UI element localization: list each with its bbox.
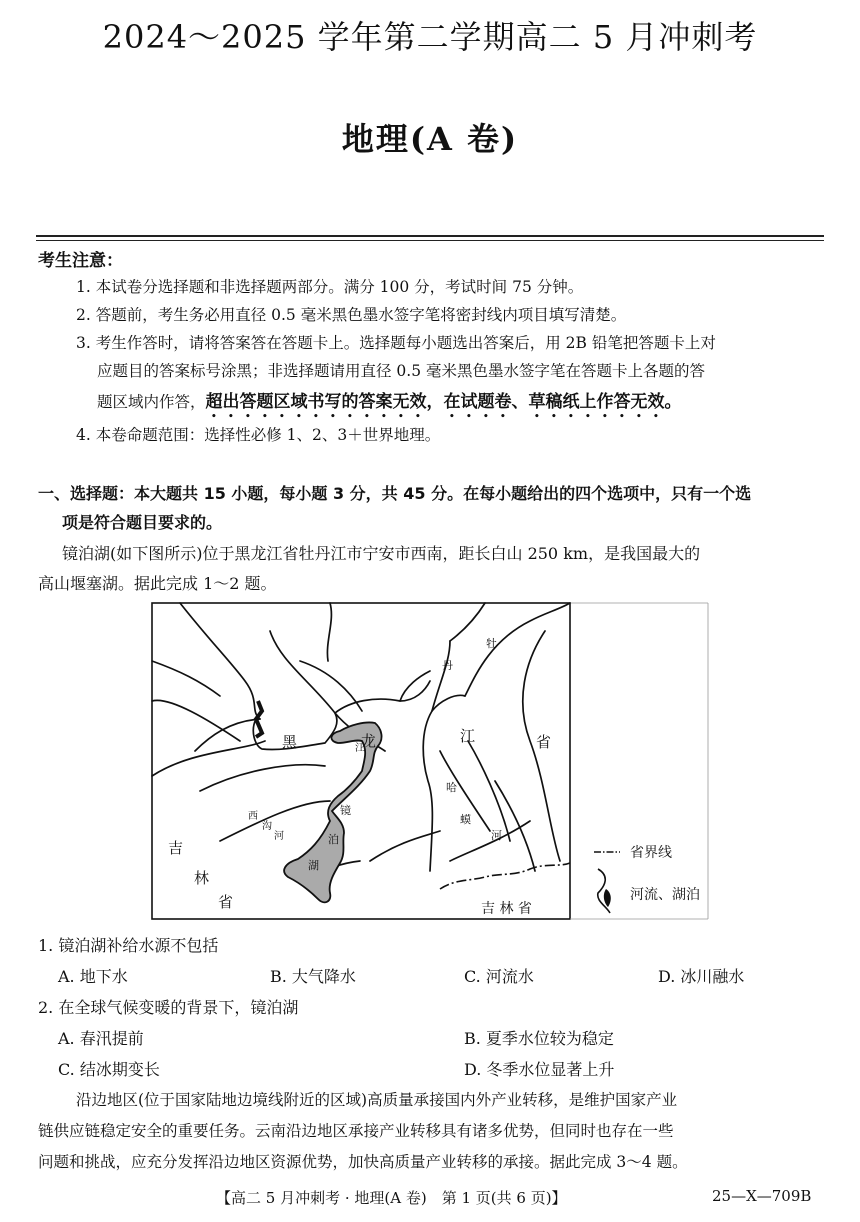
- map-label-jilin-bottom: 吉 林 省: [481, 901, 532, 917]
- legend-boundary-label: 省界线: [630, 845, 672, 861]
- q2-option-a: A. 春汛提前: [58, 1029, 144, 1048]
- map-label-ma: 蟆: [460, 813, 471, 826]
- notice-line-3: 3. 考生作答时，请将答案答在答题卡上。选择题每小题选出答案后，用 2B 铅笔把答题卡上对: [76, 334, 716, 352]
- header-rule-thin: [36, 240, 824, 241]
- q2-option-c: C. 结冰期变长: [58, 1060, 160, 1079]
- q1-option-d: D. 冰川融水: [658, 967, 745, 986]
- q1-option-a: A. 地下水: [58, 967, 128, 986]
- legend-river-lake-symbol: [604, 889, 611, 907]
- passage2-line-1: 沿边地区(位于国家陆地边境线附近的区域)高质量承接国内外产业转移，是维护国家产业: [76, 1091, 678, 1109]
- map-label-ha: 哈: [446, 781, 457, 794]
- map-label-jiang-small: 江: [355, 743, 365, 754]
- jingpo-lake-map: [150, 601, 712, 921]
- map-label-mu: 牡: [486, 637, 497, 650]
- q1-option-c: C. 河流水: [464, 967, 534, 986]
- map-label-he-xi: 河: [274, 831, 284, 842]
- footer-page-info: 【高二 5 月冲刺考 · 地理(A 卷) 第 1 页(共 6 页)】: [216, 1189, 567, 1207]
- section-heading-line-2: 项是符合题目要求的。: [62, 513, 223, 532]
- map-label-dan: 丹: [442, 659, 453, 672]
- map-label-hu: 湖: [308, 859, 319, 872]
- section-heading-line-1: 一、选择题：本大题共 15 小题，每小题 3 分，共 45 分。在每小题给出的四个选项中，只有一个选: [38, 484, 752, 503]
- map-label-sheng-left: 省: [218, 893, 234, 911]
- notice-line-5: [97, 387, 682, 422]
- map-label-hei: 黑: [282, 733, 298, 751]
- map-legend: [594, 844, 700, 913]
- map-label-lin: 林: [194, 869, 210, 887]
- map-label-sheng-right: 省: [536, 733, 552, 751]
- q2-stem: 2. 在全球气候变暖的背景下，镜泊湖: [38, 998, 299, 1017]
- q1-stem: 1. 镜泊湖补给水源不包括: [38, 936, 219, 955]
- map-label-he-river: 河: [491, 829, 502, 842]
- q1-option-b: B. 大气降水: [270, 967, 356, 986]
- map-label-xi: 西: [248, 811, 258, 822]
- passage2-line-3: 问题和挑战，应充分发挥沿边地区资源优势，加快高质量产业转移的承接。据此完成 3～4 题。: [38, 1153, 688, 1171]
- notice-line-5-text: 题区域内作答，: [97, 393, 206, 411]
- q2-option-d: D. 冬季水位显著上升: [464, 1060, 615, 1079]
- exam-title: 2024～2025 学年第二学期高二 5 月冲刺考: [102, 18, 758, 56]
- passage2-line-2: 链供应链稳定安全的重要任务。云南沿边地区承接产业转移具有诸多优势，但同时也存在一些: [38, 1122, 674, 1140]
- map-label-bo: 泊: [328, 833, 339, 846]
- map-label-ji: 吉: [168, 839, 184, 857]
- map-label-gou: 沟: [262, 821, 272, 832]
- notice-heading: 考生注意：: [38, 251, 123, 271]
- notice-line-6: 4. 本卷命题范围：选择性必修 1、2、3＋世界地理。: [76, 426, 441, 444]
- notice-emphasis: 超出答题区域书写的答案无效，在试题卷、草稿纸上作答无效。: [205, 392, 682, 412]
- footer-code: 25—X—709B: [712, 1187, 812, 1205]
- legend-river-lake-label: 河流、湖泊: [630, 887, 700, 903]
- notice-line-2: 2. 答题前，考生务必用直径 0.5 毫米黑色墨水签字笔将密封线内项目填写清楚。: [76, 306, 627, 324]
- map-frame: [152, 603, 570, 919]
- passage1-line-2: 高山堰塞湖。据此完成 1～2 题。: [38, 574, 277, 593]
- passage1-line-1: 镜泊湖(如下图所示)位于黑龙江省牡丹江市宁安市西南，距长白山 250 km，是我国最大的: [62, 544, 701, 563]
- map-label-jing: 镜: [340, 804, 351, 817]
- notice-line-1: 1. 本试卷分选择题和非选择题两部分。满分 100 分，考试时间 75 分钟。: [76, 278, 584, 296]
- map-label-jiang: 江: [460, 727, 476, 745]
- q2-option-b: B. 夏季水位较为稳定: [464, 1029, 614, 1048]
- header-rule-thick: [36, 235, 824, 237]
- notice-line-4: 应题目的答案标号涂黑；非选择题请用直径 0.5 毫米黑色墨水签字笔在答题卡上各题的答: [97, 362, 706, 380]
- subject-title: 地理(A 卷): [341, 120, 519, 158]
- map-label-long: 龙: [361, 732, 377, 750]
